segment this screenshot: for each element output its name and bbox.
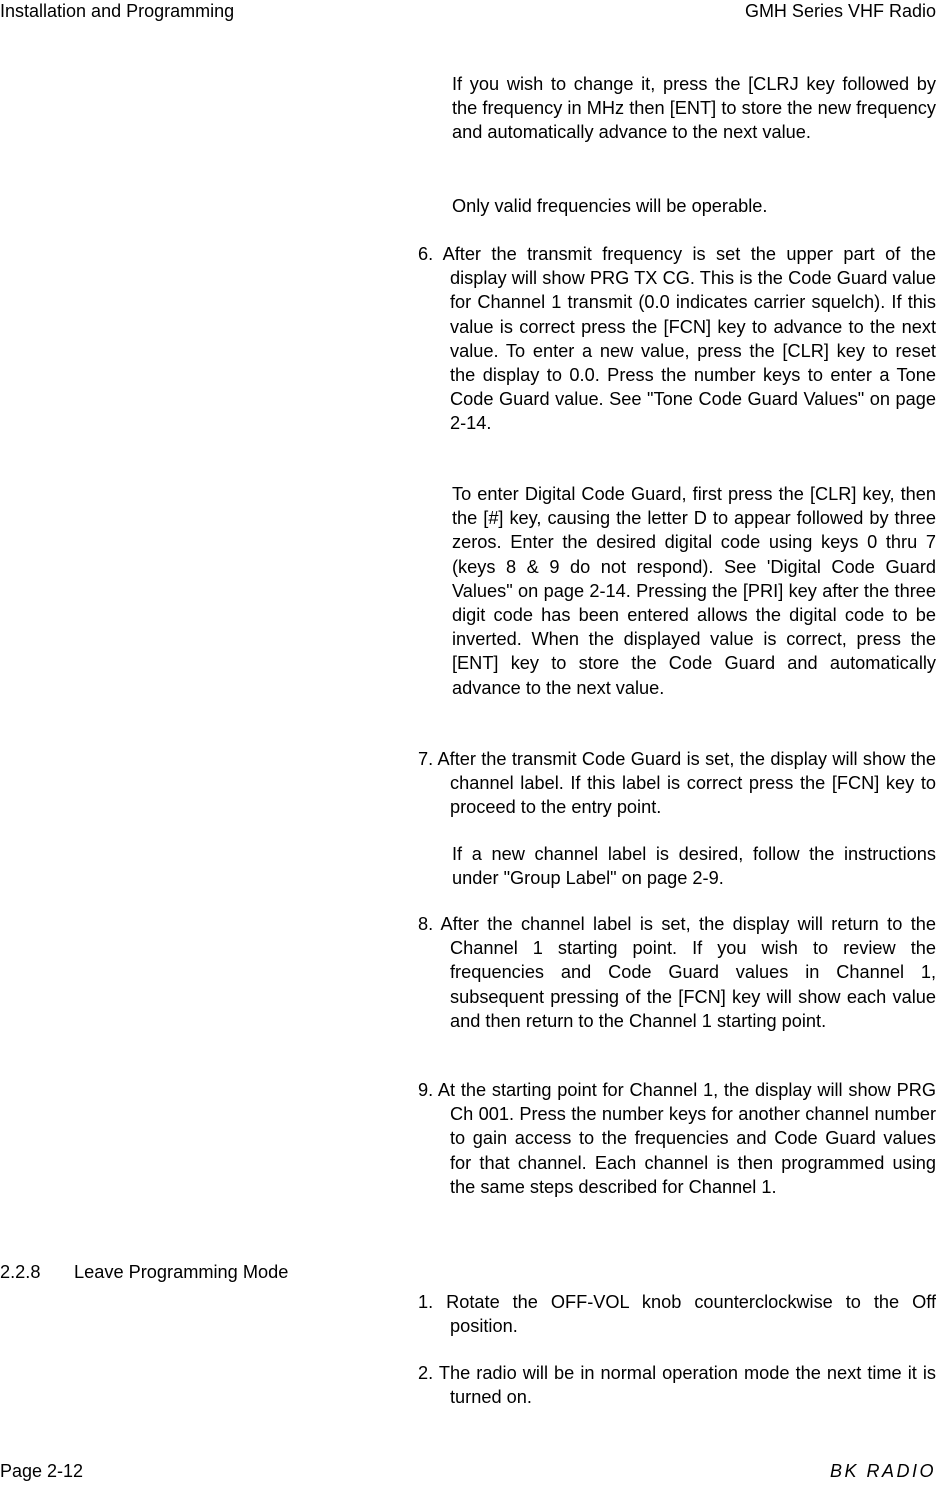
paragraph-valid-frequencies: Only valid frequencies will be operable. bbox=[452, 196, 768, 216]
header-right: GMH Series VHF Radio bbox=[744, 1, 936, 21]
step-9: 9. At the starting point for Channel 1, the display will show PRG Ch 001. Press the number keys for another channel number to gain access to the frequencies and Code Guard values for that channel. Each channel is then programmed using the same steps described for Channel 1. bbox=[418, 1080, 936, 1197]
footer-page-number: Page 2-12 bbox=[0, 1461, 84, 1481]
step-6: 6. After the transmit frequency is set the upper part of the display will show PRG TX CG. This is the Code Guard value for Channel 1 transmit (0.0 indicates carrier squelch). If this value is correct press the [FCN] key to advance to the next value. To enter a new value, press the [CLR] key to reset the display to 0.0. Press the number keys to enter a Tone Code Guard value. See "Tone Code Guard Values" on page 2-14. bbox=[418, 244, 936, 434]
section-step-1: 1. Rotate the OFF-VOL knob counterclockwise to the Off position. bbox=[418, 1292, 936, 1337]
step-6-digital-code-guard: To enter Digital Code Guard, first press the [CLR] key, then the [#] key, causing the letter D to appear followed by three zeros. Enter the desired digital code using keys 0 thru 7 (keys 8 & 9 do not respond). See 'Digital Code Guard Values" on page 2-14. Pressing the [PRI] key after the three digit code has been entered allows the digital code to be inverted. When the displayed value is correct, press the [ENT] key to store the Code Guard and automatically advance to the next value. bbox=[452, 484, 936, 698]
section-number: 2.2.8 bbox=[0, 1262, 41, 1282]
header-left: Installation and Programming bbox=[0, 1, 235, 21]
step-7: 7. After the transmit Code Guard is set, the display will show the channel label. If this label is correct press the [FCN] key to proceed to the entry point. bbox=[418, 749, 936, 818]
paragraph-change-frequency: If you wish to change it, press the [CLRJ key followed by the frequency in MHz then [ENT] to store the new frequency and automatically advance to the next value. bbox=[452, 74, 936, 143]
step-7-channel-label: If a new channel label is desired, follow the instructions under "Group Label" on page 2-9. bbox=[452, 844, 936, 889]
step-8: 8. After the channel label is set, the display will return to the Channel 1 starting point. If you wish to review the frequencies and Code Guard values in Channel 1, subsequent pressing of the [FCN] key will show each value and then return to the Channel 1 starting point. bbox=[418, 914, 936, 1031]
section-step-2: 2. The radio will be in normal operation mode the next time it is turned on. bbox=[418, 1363, 936, 1408]
section-heading bbox=[0, 1260, 288, 1284]
footer-brand: BK RADIO bbox=[829, 1461, 936, 1481]
section-title: Leave Programming Mode bbox=[74, 1262, 289, 1282]
